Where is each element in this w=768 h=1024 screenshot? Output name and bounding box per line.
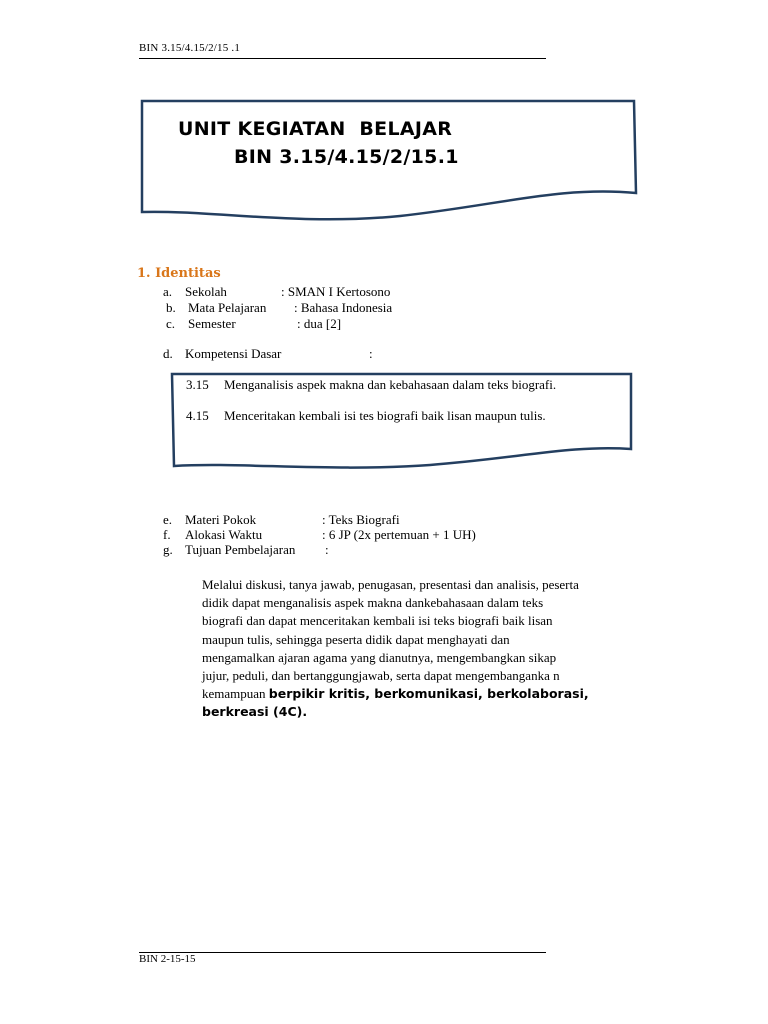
item-value: : Bahasa Indonesia [294,300,393,315]
title-line-2: BIN 3.15/4.15/2/15.1 [234,146,459,168]
detail-row-alokasi [0,527,768,543]
footer-rule [139,952,546,953]
item-label: Mata Pelajaran [188,300,267,315]
item-letter: e. [163,512,173,527]
item-value: : [325,542,329,557]
tujuan-bold-text: berpikir kritis, berkomunikasi, berkolaborasi, berkreasi (4C). [202,686,589,720]
item-label: Alokasi Waktu [185,527,263,542]
item-label: Kompetensi Dasar [185,346,282,361]
identitas-row-semester [0,316,768,332]
title-line-1: UNIT KEGIATAN BELAJAR [178,118,453,140]
identitas-heading: 1. Identitas [137,266,221,281]
item-letter: d. [163,346,173,361]
item-letter: a. [163,284,173,299]
item-label: Semester [188,316,236,331]
item-value: : Teks Biografi [322,512,400,527]
kompetensi-item-3-15 [0,377,768,411]
item-letter: f. [163,527,171,542]
footer-code: BIN 2-15-15 [139,953,196,965]
header-code: BIN 3.15/4.15/2/15 .1 [139,42,241,54]
item-value: : SMAN I Kertosono [281,284,391,299]
item-label: Tujuan Pembelajaran [185,542,296,557]
identitas-row-mapel [0,300,768,316]
item-value: : dua [2] [297,316,342,331]
kompetensi-item-4-15 [0,408,768,442]
tujuan-text: Melalui diskusi, tanya jawab, penugasan, presentasi dan analisis, peserta didik dapat menganalisis aspek makna dankebahasaan dalam teks biografi dan dapat menceritakan kembali isi teks biografi baik lisan maupun tulis, sehingga peserta didik dapat menghayati dan mengamalkan ajaran agama yang dianutnya, mengembangkan sikap jujur, peduli, dan bertanggungjawab, serta dapat mengembanganka n kemampuan [202,577,579,702]
item-letter: b. [166,300,176,315]
tujuan-paragraph [202,576,652,722]
kompetensi-code: 4.15 [186,408,209,423]
item-letter: c. [166,316,176,331]
identitas-row-sekolah [0,284,768,300]
item-label: Sekolah [185,284,227,299]
kompetensi-text: Menganalisis aspek makna dan kebahasaan dalam teks biografi. [224,377,557,392]
item-letter: g. [163,542,173,557]
item-label: Materi Pokok [185,512,257,527]
item-value: : [369,346,373,361]
detail-row-tujuan [0,542,768,558]
kompetensi-code: 3.15 [186,377,209,392]
detail-row-materi [0,512,768,528]
item-value: : 6 JP (2x pertemuan + 1 UH) [322,527,476,542]
kompetensi-text: Menceritakan kembali isi tes biografi baik lisan maupun tulis. [224,408,546,423]
identitas-row-kompetensi [0,346,768,362]
